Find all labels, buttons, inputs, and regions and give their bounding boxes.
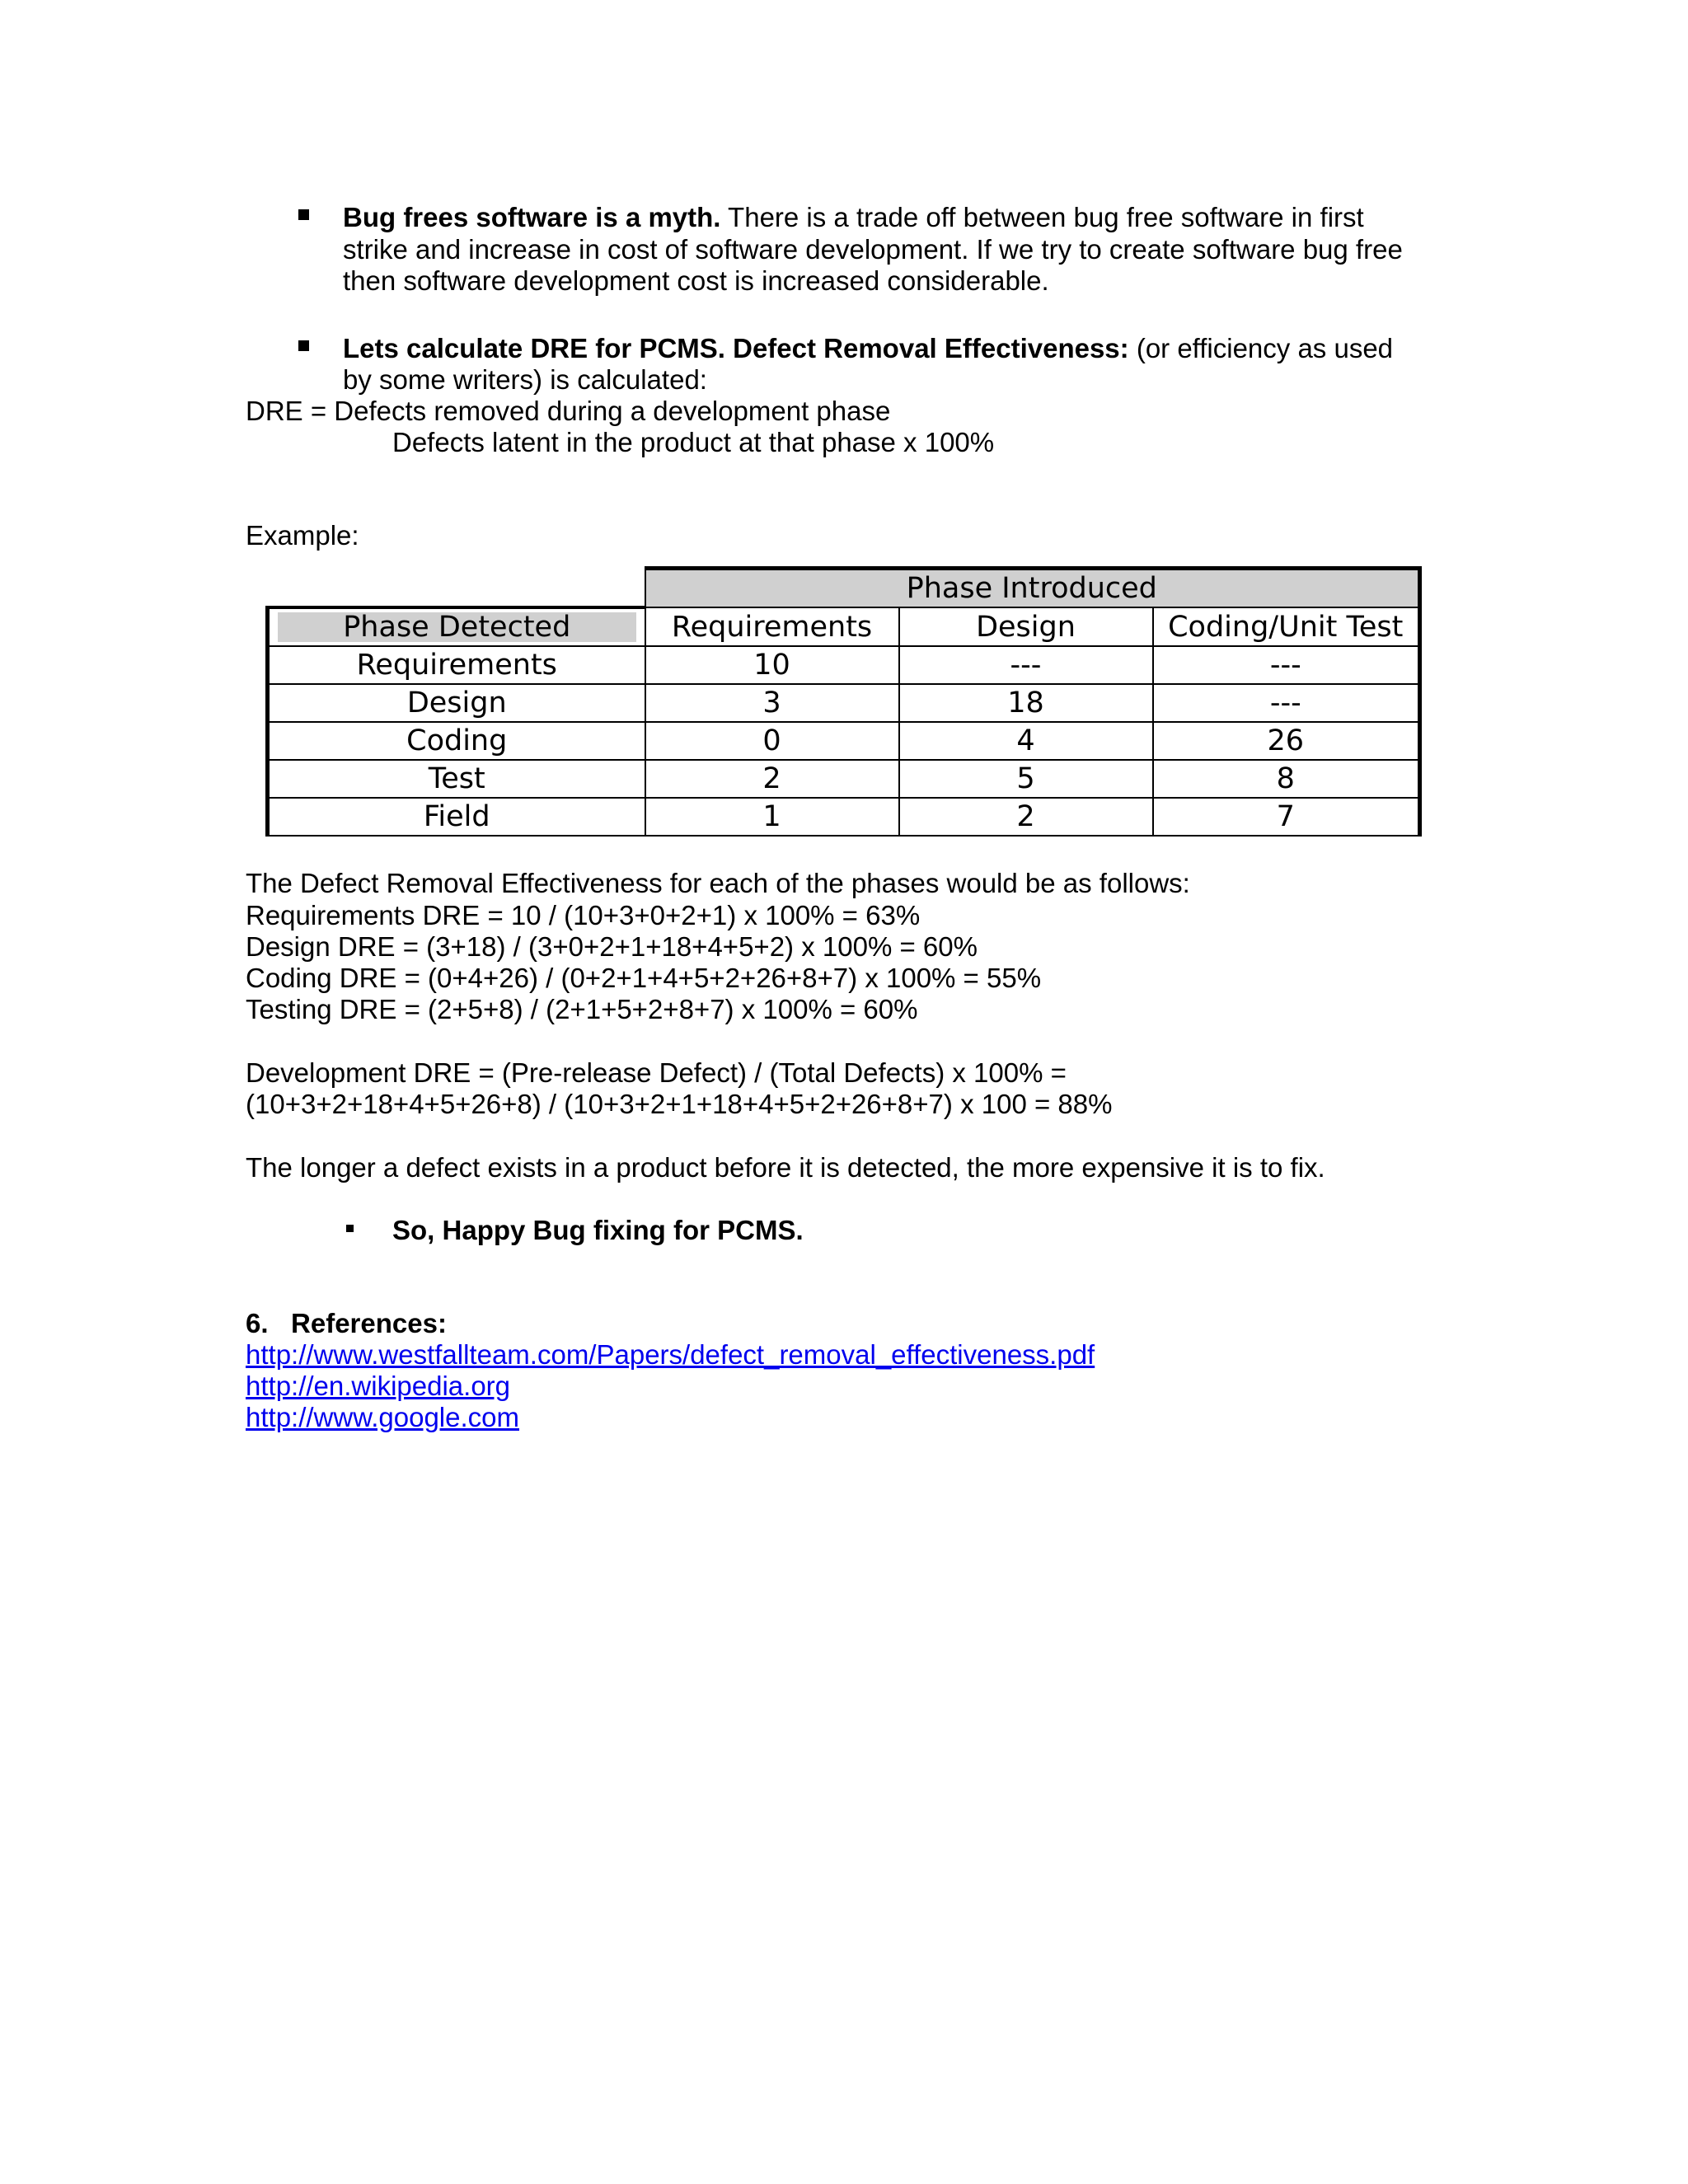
phase-introduced-header: Phase Introduced [645,569,1420,608]
col-header-requirements: Requirements [645,607,899,646]
formula-numerator: DRE = Defects removed during a development phase [246,396,891,426]
table-row [268,760,1420,798]
formula-denominator: Defects latent in the product at that phase x 100% [392,427,995,457]
row-phase-cell: Design [268,684,645,722]
coding-dre-line: Coding DRE = (0+4+26) / (0+2+1+4+5+2+26+8+7) x 100% = 55% [246,963,1042,993]
table-group-header-row [268,569,1420,608]
table-cell: 26 [1153,722,1420,760]
example-label: Example: [246,520,359,551]
reference-link-google[interactable]: http://www.google.com [246,1402,519,1432]
reference-link-row-2 [246,1370,510,1402]
results-intro: The Defect Removal Effectiveness for each of the phases would be as follows: [246,868,1190,898]
references-heading [246,1307,447,1339]
table-row [268,722,1420,760]
table-column-header-row [268,607,1420,646]
phase-defect-table [265,566,1418,833]
table-cell: 4 [899,722,1153,760]
table-cell: 10 [645,646,899,684]
row-phase-cell: Coding [268,722,645,760]
table-cell: 1 [645,798,899,836]
bullet-2-line-2: by some writers) is calculated: [343,364,707,395]
table-row [268,684,1420,722]
happy-bullet-marker [346,1225,354,1232]
table-cell: --- [899,646,1153,684]
table-cell: 18 [899,684,1153,722]
table-cell: --- [1153,646,1420,684]
table-cell: 5 [899,760,1153,798]
bullet-2-line-1 [343,332,1393,364]
col-header-coding-unit-test: Coding/Unit Test [1153,607,1420,646]
reference-link-row-3 [246,1401,519,1433]
bullet-2-bold: Lets calculate DRE for PCMS. Defect Removal Effectiveness: [343,333,1129,363]
table-cell: 8 [1153,760,1420,798]
design-dre-line: Design DRE = (3+18) / (3+0+2+1+18+4+5+2) x 100% = 60% [246,931,978,962]
table-cell: 2 [645,760,899,798]
table-corner-blank [268,569,645,608]
col-header-design: Design [899,607,1153,646]
table-cell: 0 [645,722,899,760]
requirements-dre-line: Requirements DRE = 10 / (10+3+0+2+1) x 100% = 63% [246,900,921,930]
row-phase-cell: Field [268,798,645,836]
row-phase-cell: Test [268,760,645,798]
bullet-1-bold: Bug frees software is a myth. [343,202,721,232]
table-cell: --- [1153,684,1420,722]
reference-link-wikipedia[interactable]: http://en.wikipedia.org [246,1371,511,1401]
bullet-2-marker [298,340,309,351]
bullet-1-line-3: then software development cost is increased considerable. [343,265,1049,296]
bullet-2-text-1: (or efficiency as used [1128,333,1394,363]
table-cell: 3 [645,684,899,722]
row-phase-cell: Requirements [268,646,645,684]
references-heading-text: 6. References: [246,1308,447,1338]
development-dre-line-2: (10+3+2+18+4+5+26+8) / (10+3+2+1+18+4+5+2+26+8+7) x 100 = 88% [246,1089,1113,1119]
phase-detected-header [268,607,645,646]
table-cell: 7 [1153,798,1420,836]
reference-link-row-1 [246,1338,1095,1371]
bullet-1-line-1 [343,201,1364,233]
bullet-1-line-2: strike and increase in cost of software development. If we try to create software bug free [343,234,1403,265]
phase-detected-label: Phase Detected [343,611,571,644]
testing-dre-line: Testing DRE = (2+5+8) / (2+1+5+2+8+7) x 100% = 60% [246,994,918,1024]
longer-defect-statement: The longer a defect exists in a product before it is detected, the more expensive it is to fix. [246,1152,1325,1183]
table-cell: 2 [899,798,1153,836]
happy-bug-fixing-text: So, Happy Bug fixing for PCMS. [392,1215,804,1245]
happy-bug-fixing [392,1214,804,1246]
table-row [268,798,1420,836]
bullet-1-text-1: There is a trade off between bug free software in first [720,202,1364,232]
development-dre-line-1: Development DRE = (Pre-release Defect) / (Total Defects) x 100% = [246,1057,1067,1088]
bullet-1-marker [298,209,309,220]
reference-link-westfallteam[interactable]: http://www.westfallteam.com/Papers/defect_removal_effectiveness.pdf [246,1339,1095,1370]
table-row [268,646,1420,684]
